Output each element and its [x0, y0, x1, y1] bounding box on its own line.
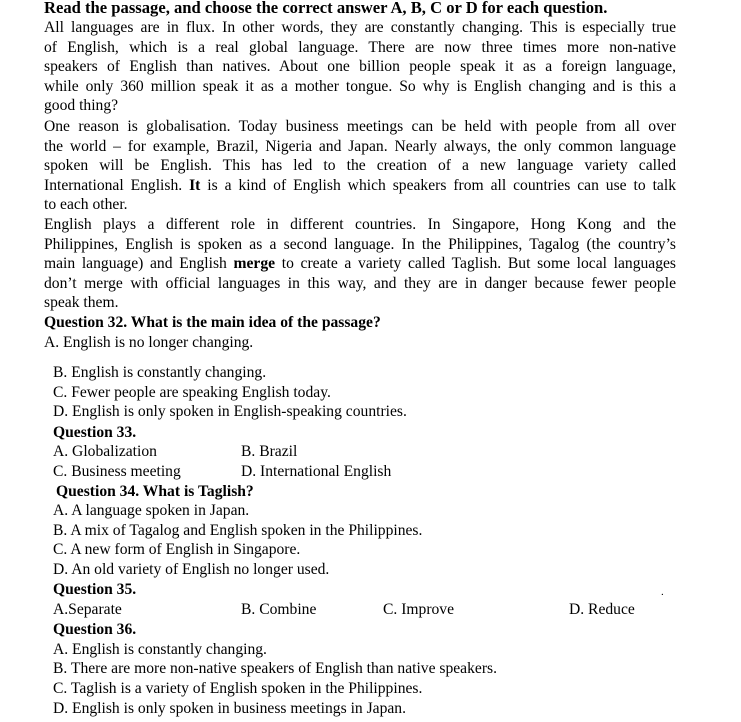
question-title: Question 35. [53, 581, 137, 598]
question-title: Question 32. What is the main idea of the passage? [44, 314, 381, 331]
passage-line: while only 360 million speak it as a mother tongue. So why is English changing and is this a [44, 77, 676, 95]
passage-line [44, 254, 676, 274]
passage-text: main language) and English [44, 255, 234, 272]
answer-option[interactable]: C. Fewer people are speaking English today. [53, 384, 331, 401]
answer-option[interactable]: C. Business meeting [53, 463, 181, 480]
passage-line: speakers of English than natives. About one billion people speak it as a foreign language, [44, 58, 676, 75]
answer-option[interactable]: D. An old variety of English no longer used. [53, 561, 330, 578]
answer-option[interactable]: B. Combine [241, 601, 317, 618]
question-title: Question 33. [53, 424, 137, 441]
passage-text: International English. [44, 176, 190, 194]
answer-option[interactable]: A. A language spoken in Japan. [53, 502, 250, 519]
answer-option[interactable]: B. A mix of Tagalog and English spoken in the Philippines. [53, 522, 423, 539]
passage-line [44, 176, 676, 196]
question-title: Question 36. [53, 621, 137, 638]
passage-text: to create a variety called Taglish. But some local languages [275, 255, 676, 272]
answer-option[interactable]: D. International English [241, 463, 392, 480]
passage-line: speak them. [44, 294, 119, 311]
highlighted-word-merge: merge [233, 255, 276, 272]
instruction-heading: Read the passage, and choose the correct answer A, B, C or D for each question. [44, 0, 608, 17]
answer-option[interactable]: A. English is no longer changing. [44, 334, 254, 351]
answer-option[interactable]: A.Separate [53, 601, 122, 618]
passage-line: English plays a different role in different countries. In Singapore, Hong Kong and the [44, 216, 676, 233]
question-title: Question 34. What is Taglish? [56, 483, 254, 500]
passage-line: One reason is globalisation. Today business meetings can be held with people from all over [44, 118, 676, 135]
passage-line: Philippines, English is spoken as a second language. In the Philippines, Tagalog (the country’s [44, 235, 676, 253]
passage-line: All languages are in flux. In other words, they are constantly changing. This is especially true [44, 19, 676, 36]
answer-option[interactable]: C. A new form of English in Singapore. [53, 541, 301, 558]
answer-option[interactable]: B. Brazil [241, 443, 298, 460]
answer-option[interactable]: D. English is only spoken in business meetings in Japan. [53, 700, 407, 717]
passage-line: good thing? [44, 97, 119, 114]
answer-option[interactable]: C. Improve [383, 601, 455, 618]
passage-line: spoken will be English. This has led to the creation of a new language variety called [44, 157, 676, 174]
passage-line: the world – for example, Brazil, Nigeria and Japan. Nearly always, the only common language [44, 137, 676, 155]
answer-option[interactable]: A. Globalization [53, 443, 157, 460]
highlighted-word-it: It [189, 176, 201, 194]
passage-line: don’t merge with official languages in this way, and they are in danger because fewer people [44, 274, 676, 292]
answer-option[interactable]: B. English is constantly changing. [53, 364, 267, 381]
stray-dot: . [661, 586, 664, 598]
passage-text: is a kind of English which speakers from all countries can use to talk [200, 176, 676, 194]
answer-option[interactable]: C. Taglish is a variety of English spoken in the Philippines. [53, 680, 423, 697]
passage-line: of English, which is a real global language. There are now three times more non-native [44, 38, 676, 56]
passage-line: to each other. [44, 196, 128, 213]
answer-option[interactable]: D. Reduce [569, 601, 635, 618]
answer-option[interactable]: A. English is constantly changing. [53, 641, 267, 658]
answer-option[interactable]: B. There are more non-native speakers of English than native speakers. [53, 660, 497, 677]
answer-option[interactable]: D. English is only spoken in English-speaking countries. [53, 403, 407, 420]
